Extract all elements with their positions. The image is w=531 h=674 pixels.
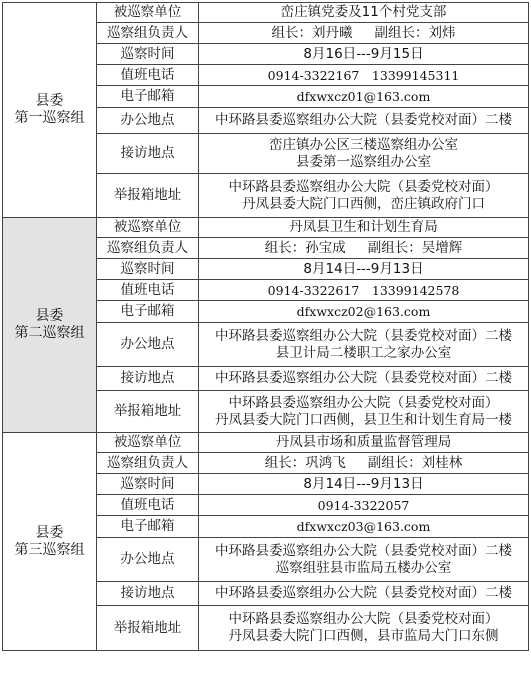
row-value-phone: 0914-3322617 13399142578 — [199, 280, 529, 301]
group-name-cell — [3, 3, 97, 218]
group-name-line1: 县委 — [35, 93, 64, 109]
row-value-office — [199, 538, 529, 582]
row-label-time: 巡察时间 — [97, 44, 199, 65]
row-label-office: 办公地点 — [97, 108, 199, 134]
row-value-reception: 中环路县委巡察组办公大院（县委党校对面）二楼 — [199, 582, 529, 606]
row-value-mailbox — [199, 391, 529, 433]
office-line1: 中环路县委巡察组办公大院（县委党校对面）二楼 — [215, 327, 512, 344]
deputy-leader-name: 副组长：刘桂林 — [367, 454, 463, 471]
mailbox-line2: 丹凤县委大院门口西侧，县市监局大门口东侧 — [228, 628, 499, 644]
group-name-line1: 县委 — [35, 524, 64, 541]
row-value-unit: 峦庄镇党委及11个村党支部 — [199, 3, 529, 23]
row-value-unit: 丹凤县卫生和计划生育局 — [199, 218, 529, 238]
row-value-mailbox — [199, 174, 529, 218]
deputy-leader-name: 副组长：吴增辉 — [367, 239, 463, 256]
row-value-reception — [199, 134, 529, 174]
row-value-unit: 丹凤县市场和质量监督管理局 — [199, 433, 529, 453]
row-label-mailbox: 举报箱地址 — [97, 606, 199, 651]
row-label-time: 巡察时间 — [97, 259, 199, 280]
row-label-mailbox: 举报箱地址 — [97, 391, 199, 433]
row-label-unit: 被巡察单位 — [97, 433, 199, 453]
row-label-mailbox: 举报箱地址 — [97, 174, 199, 218]
row-label-leaders: 巡察组负责人 — [97, 453, 199, 474]
row-value-office — [199, 323, 529, 367]
row-label-reception: 接访地点 — [97, 367, 199, 391]
leader-name: 组长：巩鸿飞 — [264, 454, 346, 471]
table-row — [3, 218, 529, 238]
deputy-leader-name: 副组长：刘炜 — [374, 24, 456, 41]
row-value-phone: 0914-3322057 — [199, 495, 529, 516]
row-value-phone: 0914-3322167 13399145311 — [199, 65, 529, 86]
leader-name: 组长：孙宝成 — [264, 239, 346, 256]
row-value-leaders — [199, 23, 529, 44]
row-label-office: 办公地点 — [97, 538, 199, 582]
office-line2: 巡察组驻县市监局五楼办公室 — [275, 559, 452, 576]
row-label-office: 办公地点 — [97, 323, 199, 367]
leader-name: 组长：刘丹曦 — [271, 24, 353, 41]
mailbox-line1: 中环路县委巡察组办公大院（县委党校对面） — [228, 178, 499, 195]
row-value-leaders — [199, 453, 529, 474]
table-row — [3, 433, 529, 453]
group-name-cell — [3, 433, 97, 651]
row-value-email: dfxwxcz02@163.com — [199, 301, 529, 323]
row-value-time: 8月16日---9月15日 — [199, 44, 529, 65]
mailbox-line1: 中环路县委巡察组办公大院（县委党校对面） — [228, 611, 499, 627]
group-name-line2: 第三巡察组 — [14, 541, 85, 558]
row-label-unit: 被巡察单位 — [97, 3, 199, 23]
office-line2: 县卫计局二楼职工之家办公室 — [275, 344, 452, 361]
mailbox-line1: 中环路县委巡察组办公大院（县委党校对面） — [228, 394, 499, 411]
table-row — [3, 3, 529, 23]
row-label-phone: 值班电话 — [97, 65, 199, 86]
row-value-mailbox — [199, 606, 529, 651]
row-value-reception: 中环路县委巡察组办公大院（县委党校对面）二楼 — [199, 367, 529, 391]
mailbox-line2: 丹凤县委大院门口西侧，峦庄镇政府门口 — [242, 195, 485, 212]
group-name-cell — [3, 218, 97, 433]
row-label-leaders: 巡察组负责人 — [97, 23, 199, 44]
row-value-email: dfxwxcz01@163.com — [199, 86, 529, 108]
row-value-time: 8月14日---9月13日 — [199, 259, 529, 280]
inspection-schedule-table — [2, 2, 529, 651]
group-name-line2: 第一巡察组 — [14, 110, 85, 126]
group-name-line1: 县委 — [35, 308, 64, 324]
row-label-reception: 接访地点 — [97, 134, 199, 174]
mailbox-line2: 丹凤县委大院门口西侧，县卫生和计划生育局一楼 — [215, 411, 512, 428]
row-value-email: dfxwxcz03@163.com — [199, 516, 529, 538]
row-label-reception: 接访地点 — [97, 582, 199, 606]
row-value-leaders — [199, 238, 529, 259]
office-line1: 中环路县委巡察组办公大院（县委党校对面）二楼 — [215, 542, 512, 559]
row-label-time: 巡察时间 — [97, 474, 199, 495]
row-value-office: 中环路县委巡察组办公大院（县委党校对面）二楼 — [199, 108, 529, 134]
row-label-email: 电子邮箱 — [97, 301, 199, 323]
reception-line1: 峦庄镇办公区三楼巡察组办公室 — [269, 136, 458, 153]
row-label-phone: 值班电话 — [97, 280, 199, 301]
row-label-unit: 被巡察单位 — [97, 218, 199, 238]
row-label-leaders: 巡察组负责人 — [97, 238, 199, 259]
row-label-phone: 值班电话 — [97, 495, 199, 516]
row-label-email: 电子邮箱 — [97, 516, 199, 538]
group-name-line2: 第二巡察组 — [14, 325, 85, 341]
row-label-email: 电子邮箱 — [97, 86, 199, 108]
reception-line2: 县委第一巡察组办公室 — [296, 153, 431, 170]
row-value-time: 8月14日---9月13日 — [199, 474, 529, 495]
